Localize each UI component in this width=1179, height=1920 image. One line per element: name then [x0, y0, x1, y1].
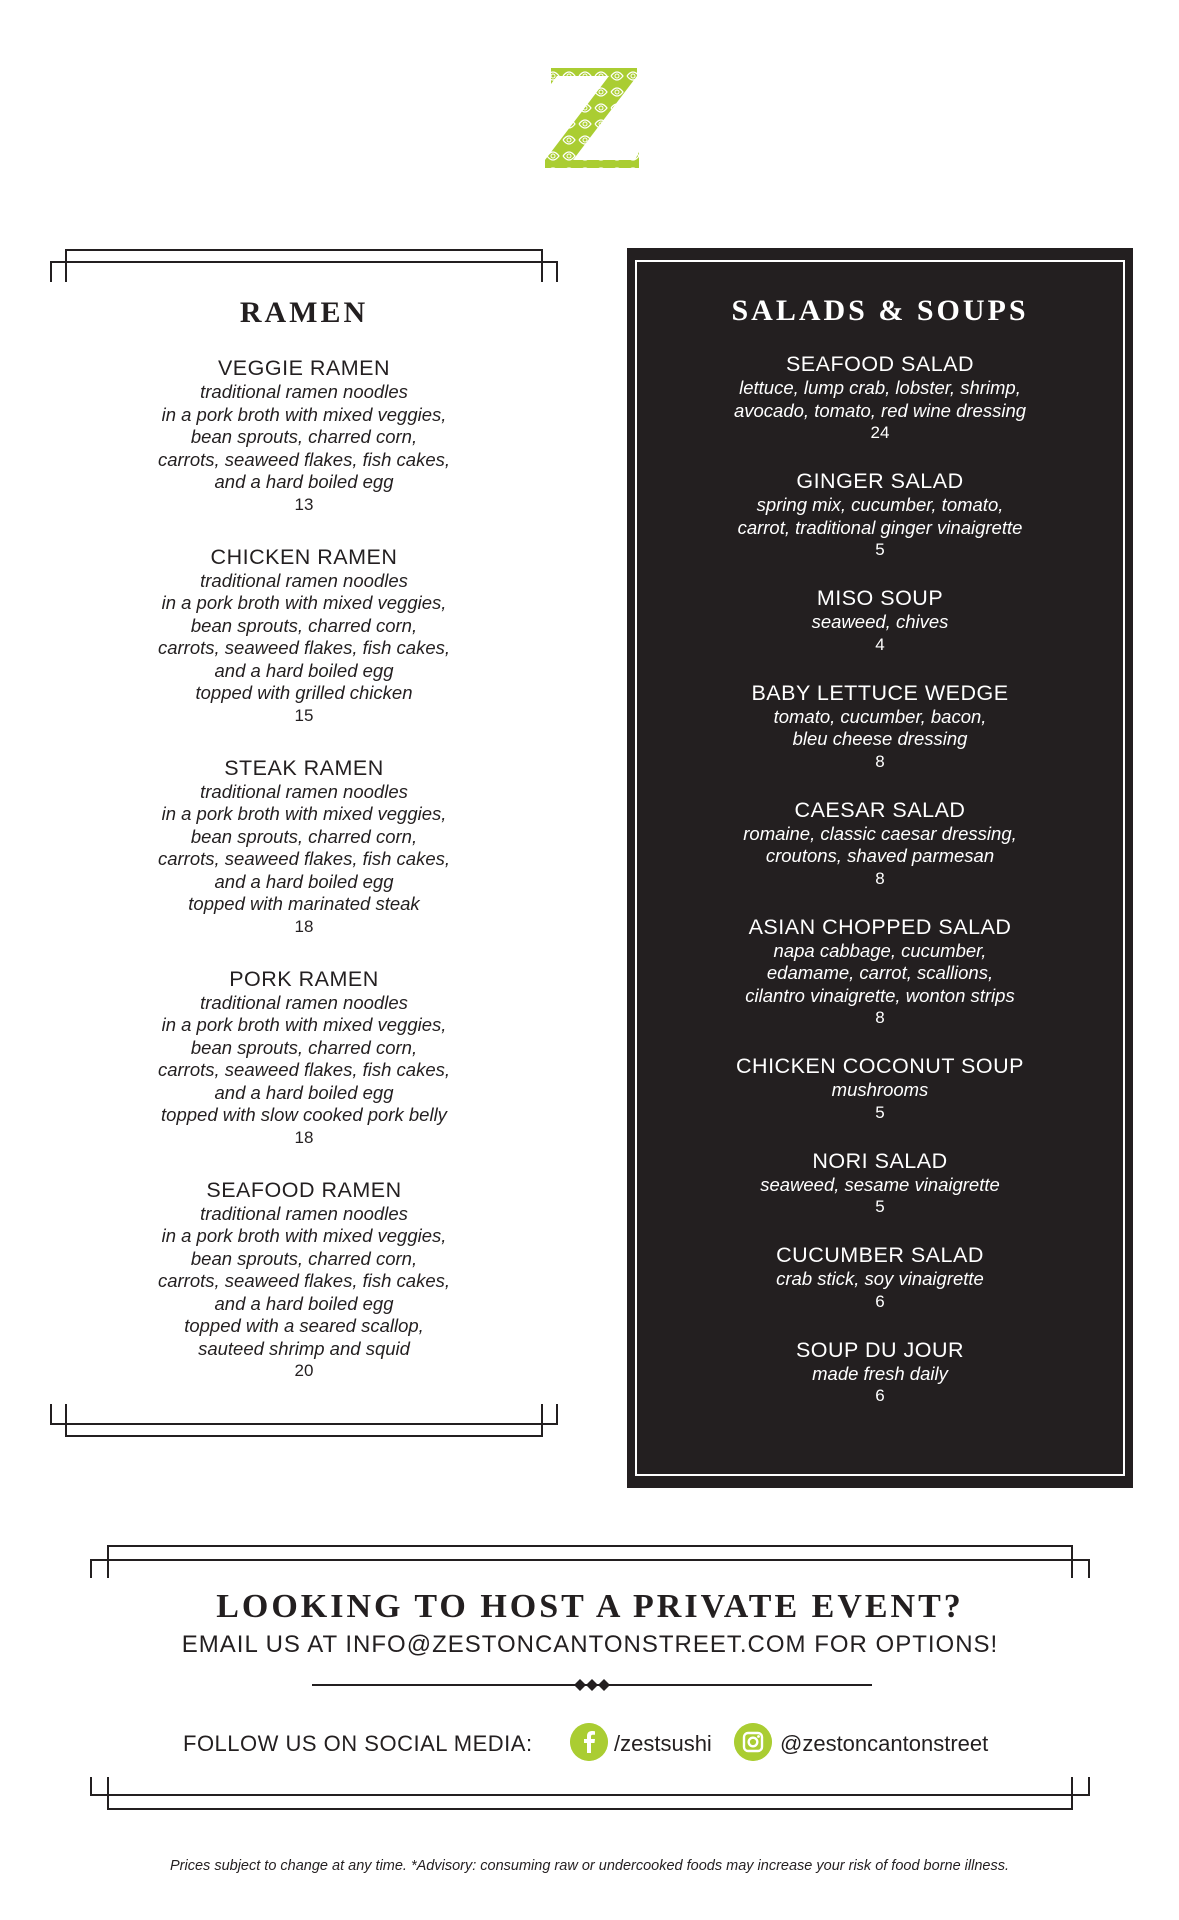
menu-item-name: VEGGIE RAMEN — [217, 356, 391, 380]
salads-soups-section — [627, 248, 1133, 1488]
menu-item-description: carrot, traditional ginger vinaigrette — [737, 516, 1023, 538]
menu-item — [627, 1243, 1133, 1313]
ramen-menu-list — [50, 356, 558, 1411]
menu-item-price: 15 — [294, 705, 314, 725]
menu-item-description: topped with grilled chicken — [195, 682, 413, 703]
menu-item-name: SEAFOOD RAMEN — [206, 1177, 402, 1202]
menu-item-description: and a hard boiled egg — [214, 659, 394, 681]
footer-disclaimer: Prices subject to change at any time. *Advisory: consuming raw or undercooked foods may increase your risk of food borne illness. — [170, 1858, 1009, 1874]
menu-item-description: in a pork broth with mixed veggies, — [161, 1014, 447, 1035]
menu-item — [50, 1178, 558, 1383]
menu-item — [50, 967, 558, 1149]
menu-item-name: MISO SOUP — [816, 586, 944, 610]
menu-item-description: tomato, cucumber, bacon, — [773, 705, 987, 727]
instagram-icon[interactable] — [734, 1723, 772, 1761]
menu-item-description: seaweed, sesame vinaigrette — [760, 1173, 1000, 1195]
menu-item-description: bean sprouts, charred corn, — [190, 825, 418, 847]
menu-item-description: traditional ramen noodles — [200, 991, 408, 1013]
menu-item-name: CUCUMBER SALAD — [776, 1243, 984, 1267]
menu-item-price: 20 — [294, 1361, 314, 1380]
menu-item-description: bean sprouts, charred corn, — [190, 1036, 418, 1058]
ramen-title: RAMEN — [239, 296, 369, 329]
menu-item-price: 8 — [875, 1008, 885, 1027]
menu-item-name: CHICKEN COCONUT SOUP — [736, 1054, 1024, 1078]
social-label: FOLLOW US ON SOCIAL MEDIA: — [183, 1731, 533, 1756]
menu-item-description: in a pork broth with mixed veggies, — [161, 803, 447, 824]
menu-item-price: 18 — [294, 1127, 314, 1147]
menu-item — [627, 469, 1133, 561]
menu-item-name: CAESAR SALAD — [794, 797, 966, 822]
menu-item-description: traditional ramen noodles — [200, 569, 408, 591]
menu-item-description: avocado, tomato, red wine dressing — [733, 399, 1027, 421]
menu-item-description: napa cabbage, cucumber, — [773, 939, 987, 961]
menu-item-description: lettuce, lump crab, lobster, shrimp, — [739, 377, 1021, 398]
menu-item-name: SEAFOOD SALAD — [785, 352, 975, 376]
menu-item-description: bean sprouts, charred corn, — [190, 1247, 418, 1269]
menu-item-description: cilantro vinaigrette, wonton strips — [745, 984, 1015, 1006]
salads-menu-list — [627, 352, 1133, 1432]
menu-item-description: carrots, seaweed flakes, fish cakes, — [157, 637, 451, 658]
social-media-row — [90, 1722, 1090, 1766]
instagram-handle[interactable]: @zestoncantonstreet — [780, 1731, 989, 1756]
menu-item-description: traditional ramen noodles — [200, 780, 408, 802]
menu-item — [50, 356, 558, 516]
menu-item-description: topped with marinated steak — [188, 893, 420, 914]
menu-item-description: spring mix, cucumber, tomato, — [756, 494, 1004, 515]
menu-item-description: carrots, seaweed flakes, fish cakes, — [157, 1059, 451, 1080]
menu-item — [627, 352, 1133, 444]
menu-item-description: traditional ramen noodles — [200, 381, 408, 402]
private-event-section — [90, 1544, 1090, 1814]
event-email-line[interactable]: EMAIL US AT INFO@ZESTONCANTONSTREET.COM FOR OPTIONS! — [181, 1631, 999, 1658]
bottom-bracket-frame — [50, 1404, 558, 1438]
menu-item-name: SOUP DU JOUR — [795, 1337, 965, 1362]
menu-item-description: in a pork broth with mixed veggies, — [161, 592, 447, 613]
menu-item-description: made fresh daily — [812, 1362, 948, 1384]
ramen-section — [50, 248, 558, 1438]
menu-item-description: topped with slow cooked pork belly — [161, 1104, 447, 1125]
menu-item-description: traditional ramen noodles — [200, 1202, 408, 1224]
menu-item — [627, 915, 1133, 1030]
menu-item-price: 5 — [875, 1102, 885, 1122]
menu-item-price: 6 — [875, 1386, 885, 1405]
menu-item-description: romaine, classic caesar dressing, — [743, 822, 1017, 844]
menu-item-description: sauteed shrimp and squid — [198, 1337, 410, 1359]
menu-item — [627, 798, 1133, 890]
menu-item-description: carrots, seaweed flakes, fish cakes, — [157, 448, 451, 470]
menu-item-name: STEAK RAMEN — [224, 755, 384, 780]
event-bottom-bracket — [90, 1777, 1090, 1811]
menu-item-description: edamame, carrot, scallions, — [766, 962, 994, 983]
event-top-bracket — [90, 1544, 1090, 1578]
menu-item-description: crab stick, soy vinaigrette — [776, 1268, 984, 1289]
menu-item — [627, 681, 1133, 773]
menu-item — [627, 1149, 1133, 1219]
menu-item-description: carrots, seaweed flakes, fish cakes, — [157, 1270, 451, 1291]
menu-item-price: 5 — [875, 540, 885, 559]
menu-item-description: in a pork broth with mixed veggies, — [161, 403, 447, 425]
menu-item — [50, 545, 558, 727]
event-title: LOOKING TO HOST A PRIVATE EVENT? — [216, 1588, 964, 1625]
menu-item-description: and a hard boiled egg — [214, 1081, 394, 1103]
menu-item-price: 5 — [875, 1197, 885, 1216]
menu-item-price: 13 — [294, 494, 314, 514]
facebook-handle[interactable]: /zestsushi — [614, 1731, 712, 1756]
menu-item-description: bleu cheese dressing — [792, 728, 968, 749]
menu-item-description: mushrooms — [831, 1079, 929, 1100]
menu-item-name: NORI SALAD — [812, 1148, 948, 1173]
menu-item-price: 6 — [875, 1291, 885, 1311]
menu-item-description: and a hard boiled egg — [214, 471, 394, 492]
menu-item-description: seaweed, chives — [811, 611, 949, 632]
menu-item-name: CHICKEN RAMEN — [210, 544, 398, 569]
menu-item-description: croutons, shaved parmesan — [765, 845, 995, 866]
menu-item-description: in a pork broth with mixed veggies, — [161, 1225, 447, 1246]
menu-item-description: bean sprouts, charred corn, — [190, 426, 418, 447]
diamond-divider — [312, 1678, 872, 1692]
menu-item-name: GINGER SALAD — [796, 469, 964, 493]
salads-title: SALADS & SOUPS — [731, 294, 1029, 327]
menu-item-price: 4 — [875, 634, 885, 654]
menu-item — [627, 586, 1133, 656]
menu-item-description: and a hard boiled egg — [214, 870, 394, 892]
menu-item-description: carrots, seaweed flakes, fish cakes, — [157, 848, 451, 869]
menu-item — [627, 1054, 1133, 1124]
menu-item-name: BABY LETTUCE WEDGE — [751, 680, 1009, 705]
menu-item-description: and a hard boiled egg — [214, 1292, 394, 1314]
menu-item — [50, 756, 558, 938]
menu-item-name: ASIAN CHOPPED SALAD — [748, 914, 1012, 939]
menu-item-name: PORK RAMEN — [229, 966, 379, 991]
top-bracket-frame — [50, 248, 558, 282]
menu-item-price: 8 — [875, 751, 885, 771]
menu-item-price: 18 — [294, 916, 314, 936]
menu-item-description: topped with a seared scallop, — [184, 1315, 424, 1336]
facebook-icon[interactable] — [570, 1723, 608, 1761]
menu-item — [627, 1338, 1133, 1408]
zest-logo — [545, 68, 639, 168]
menu-item-price: 8 — [875, 868, 885, 888]
menu-item-price: 24 — [870, 423, 890, 442]
menu-item-description: bean sprouts, charred corn, — [190, 614, 418, 636]
